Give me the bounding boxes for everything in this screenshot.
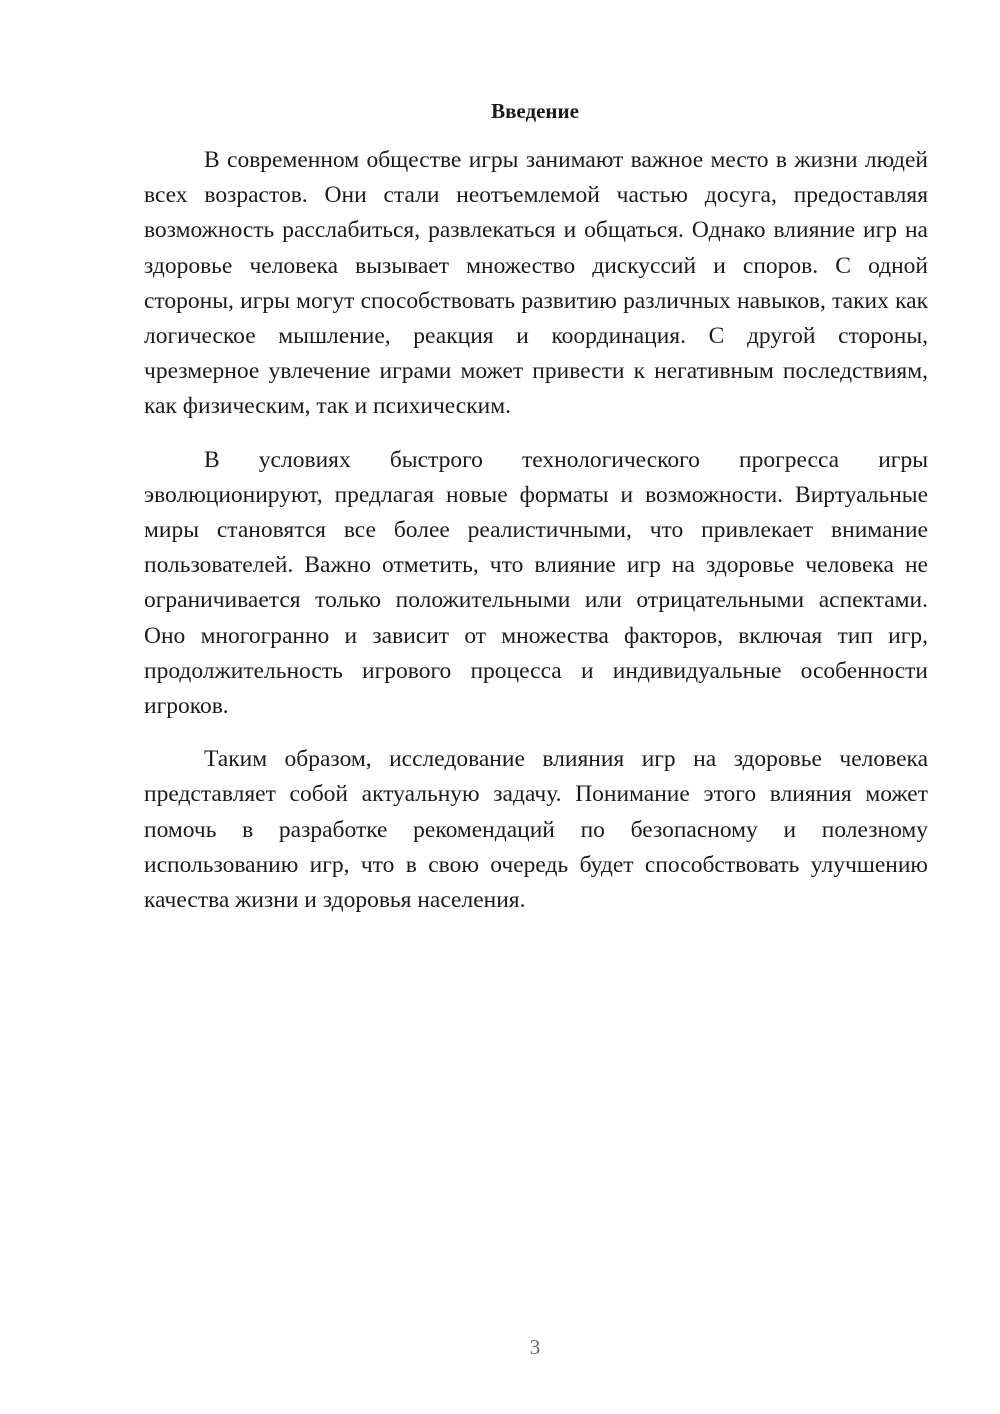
body-text xyxy=(144,143,928,936)
paragraph-1: В современном обществе игры занимают важное место в жизни людей всех возрастов. Они стали неотъемлемой частью досуга, предоставляя возможность расслабиться, развлекаться и общаться. Однако влияние игр на здоровье человека вызывает множество дискуссий и споров. С одной стороны, игры могут способствовать развитию различных навыков, таких как логическое мышление, реакция и координация. С другой стороны, чрезмерное увлечение играми может привести к негативным последствиям, как физическим, так и психическим. xyxy=(144,147,928,420)
paragraph-2: В условиях быстрого технологического прогресса игры эволюционируют, предлагая новые форматы и возможности. Виртуальные миры становятся все более реалистичными, что привлекает внимание пользователей. Важно отметить, что влияние игр на здоровье человека не ограничивается только положительными или отрицательными аспектами. Оно многогранно и зависит от множества факторов, включая тип игр, продолжительность игрового процесса и индивидуальные особенности игроков. xyxy=(144,446,928,720)
page-number: 3 xyxy=(529,1335,541,1359)
paragraph-3: Таким образом, исследование влияния игр на здоровье человека представляет собой актуальную задачу. Понимание этого влияния может помочь в разработке рекомендаций по безопасному и полезному использованию игр, что в свою очередь будет способствовать улучшению качества жизни и здоровья населения. xyxy=(144,746,928,914)
section-heading: Введение xyxy=(491,99,579,123)
